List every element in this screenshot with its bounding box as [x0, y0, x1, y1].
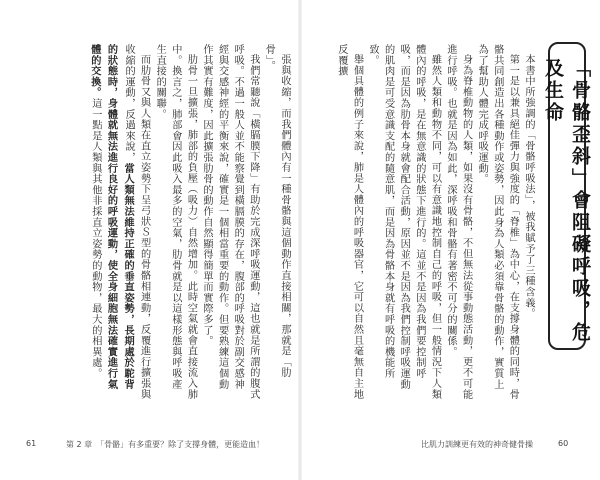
left-paragraph: 而肋骨又與人類在直立姿勢下呈弓狀Ｓ型的骨骼相連動，反覆進行擴張與收縮的運動，反過來說，當人類無法維持正確的垂直姿勢，長期處於駝背的狀態時，身體就無法進行良好的呼吸運動，使全身細胞無法確實進行氣體的交換。這一點是人類與其他非採直立姿勢的動物，最大的相異處。 [88, 44, 150, 400]
left-page-number: 61 [26, 439, 37, 448]
chapter-title: 「骨骼歪斜」會阻礙呼吸，危及生命 [542, 58, 591, 344]
right-running-head: 比肌力訓練更有效的神奇健骨操 [421, 440, 533, 449]
left-running-head: 第 2 章 「骨骼」有多重要？除了支撐身體，更能造血！ [66, 440, 265, 449]
right-paragraph: 舉個具體的例子來說，肺是人體內的呼吸器官，它可以自然且毫無自主地反覆擴 [335, 44, 363, 400]
right-paragraph: 雖然人類和動物不同，可以有意識地控制自己的呼吸，但一般情況下人類體內的呼吸，是在無意識的狀態下進行的。這並不是因為我們要控制呼吸，而是因為肋骨本身就會配合活動，原因並不是因為我們控制呼吸運動的肌肉是可受意識支配的隨意肌，而是因為骨骼本身就有呼吸的機能所致。 [367, 44, 441, 400]
left-page-body [60, 44, 292, 400]
left-paragraph: 我們常聽說「橫膈膜下降」有助於完成深呼吸運動，這也就是所謂的腹式呼吸。不過一般人並不能察覺到橫膈膜的存在，腹部的呼吸對於副交感神經與交感神經的平衡來說，確實是一個相當重要的動作。但要熟練這個動作其實有難度，因此擴張肋骨的動作自然顯得簡單而實際多了。 [201, 44, 259, 400]
right-page-number: 60 [558, 439, 569, 448]
chapter-title-box [542, 42, 591, 350]
left-paragraph: 肋骨一旦擴張，肺部的負壓（吸力）自然增加。此時空氣就會直接流入肺中。換言之，肺部會因此吸入最多的空氣，肋骨就是以這樣形態與呼吸產生直接的關聯。 [154, 44, 197, 400]
right-page-body [326, 44, 536, 400]
right-paragraph: 身為脊椎動物的人類，如果沒有骨骼，不但無法從事動態活動，更不可能進行呼吸。也就是因為如此，深呼吸和骨骼有著密不可分的關係。 [445, 44, 472, 400]
right-paragraph: 第一是以兼具絕佳彈力與強度的「脊椎」為中心，在支撐身體的同時，骨骼共同創造出各種動作或姿勢，因此身為人類必須靠骨骼的動作，實質上為了幫助人體完成呼吸運動。 [476, 44, 519, 400]
emphasis-text: 當人類無法維持正確的垂直姿勢，長期處於駝背的狀態時，身體就無法進行良好的呼吸運動，使全身細胞無法確實進行氣體的交換。 [88, 44, 135, 390]
right-page [300, 0, 600, 480]
left-paragraph: 張與收縮，而我們體內有一種骨骼與這個動作直接相關，那就是「肋骨」。 [263, 44, 290, 379]
right-paragraph: 本書中所強調的「骨骼呼吸法」，被我賦予了三種含義。 [523, 54, 534, 320]
